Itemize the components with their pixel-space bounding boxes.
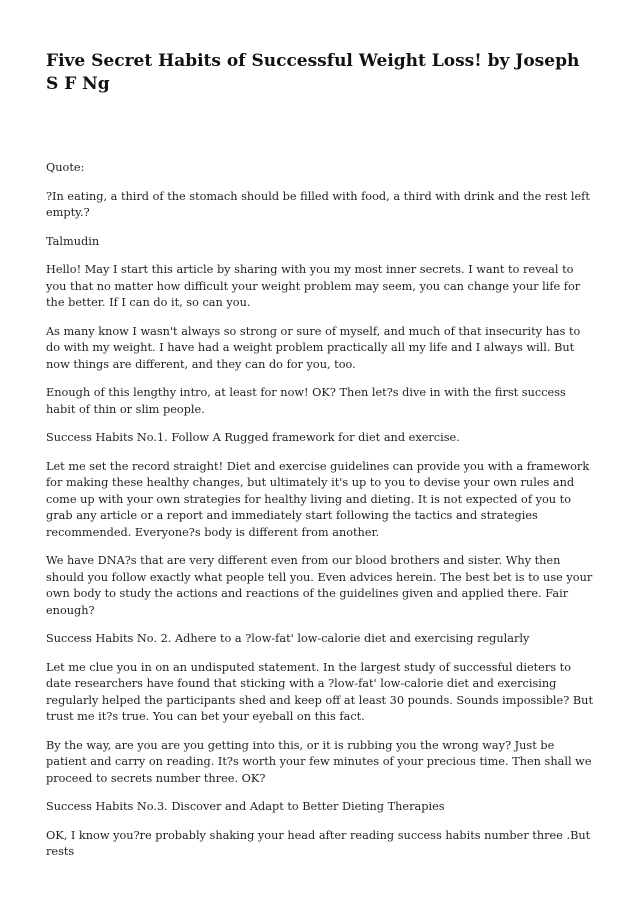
document-page [46, 50, 594, 873]
habit-1-body-continued: We have DNA?s that are very different even from our blood brothers and sister. Why then should you follow exactly what people tell you. Even advices herein. The best bet is to use your own body to study the actions and reactions of the guidelines given and applied there. Fair enough? [46, 554, 593, 617]
habit-1-body: Let me set the record straight! Diet and exercise guidelines can provide you with a framework for making these healthy changes, but ultimately it's up to you to devise your own rules and come up with your own strategies for healthy living and dieting. It is not expected of you to grab any article or a report and immediately start following the tactics and strategies recommended. Everyone?s body is different from another. [46, 459, 590, 539]
paragraph-intro: Hello! May I start this article by sharing with you my most inner secrets. I want to reveal to you that no matter how difficult your weight problem may seem, you can change your life for the better. If I can do it, so can you. [46, 263, 581, 309]
habit-2-body-continued: By the way, are you are you getting into this, or it is rubbing you the wrong way? Just be patient and carry on reading. It?s worth your few minutes of your precious time. Then shall we proceed to secrets number three. OK? [46, 738, 592, 785]
quote-label: Quote: [46, 161, 85, 174]
document-title: Five Secret Habits of Successful Weight Loss! by Joseph S F Ng [46, 51, 580, 94]
quote-attribution: Talmudin [46, 234, 100, 248]
habit-3-body: OK, I know you?re probably shaking your head after reading success habits number three .But rests [46, 828, 591, 858]
paragraph-transition: Enough of this lengthy intro, at least for now! OK? Then let?s dive in with the first success habit of thin or slim people. [46, 386, 566, 416]
habit-2-body: Let me clue you in on an undisputed statement. In the largest study of successful dieters to date researchers have found that sticking with a ?low-fat' low-calorie diet and exercising regularly helped the participants shed and keep off at least 30 pounds. Sounds impossible? But trust me it?s true. You can bet your eyeball on this fact. [46, 660, 593, 723]
paragraph-background: As many know I wasn't always so strong or sure of myself, and much of that insecurity has to do with my weight. I have had a weight problem practically all my life and I always will. But now things are different, and they can do for you, too. [46, 324, 581, 371]
habit-2-heading: Success Habits No. 2. Adhere to a ?low-fat' low-calorie diet and exercising regularly [46, 632, 530, 645]
habit-3-heading: Success Habits No.3. Discover and Adapt to Better Dieting Therapies [46, 800, 445, 813]
quote-text: ?In eating, a third of the stomach should be filled with food, a third with drink and the rest left empty.? [46, 189, 590, 219]
habit-1-heading: Success Habits No.1. Follow A Rugged framework for diet and exercise. [46, 431, 460, 444]
